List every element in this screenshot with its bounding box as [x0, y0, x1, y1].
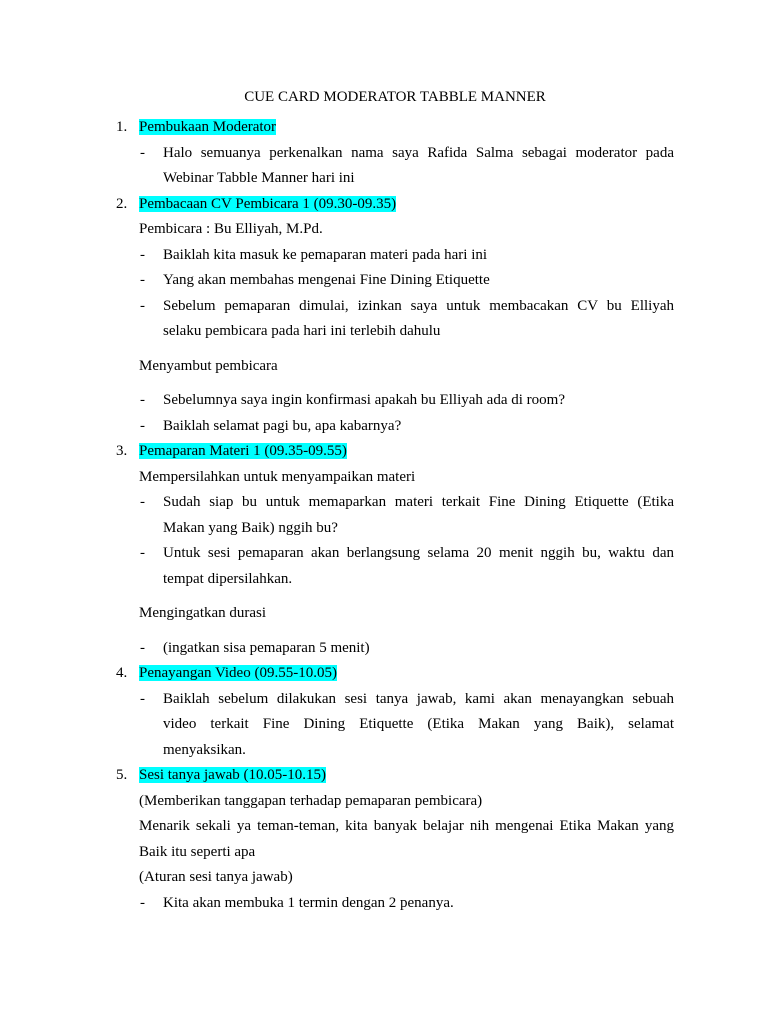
list-item [116, 891, 674, 917]
bullet-text: (ingatkan sisa pemaparan 5 menit) [163, 639, 370, 656]
note-line: (Aturan sesi tanya jawab) [139, 869, 293, 885]
list-item [116, 687, 674, 764]
list-item [116, 294, 674, 345]
bullet-dash: - [140, 144, 145, 161]
paragraph [116, 814, 674, 865]
section-number: 3. [116, 443, 128, 459]
section-number: 5. [116, 767, 128, 783]
document-title: CUE CARD MODERATOR TABBLE MANNER [244, 89, 546, 105]
bullet-text: Baiklah sebelum dilakukan sesi tanya jawab, kami akan menayangkan sebuah [163, 690, 674, 707]
section-5-heading [116, 763, 674, 789]
bullet-text: video terkait Fine Dining Etiquette (Etika Makan yang Baik), selamat [163, 716, 674, 732]
bullet-dash: - [140, 272, 145, 288]
section-3-heading [116, 439, 674, 465]
bullet-text: Baiklah selamat pagi bu, apa kabarnya? [163, 417, 402, 434]
bullet-dash: - [140, 392, 145, 408]
list-item [116, 243, 674, 269]
bullet-text: Yang akan membahas mengenai Fine Dining Etiquette [163, 272, 490, 288]
section-title: Pembukaan Moderator [139, 119, 277, 135]
list-item [116, 541, 674, 592]
bullet-dash: - [140, 417, 145, 434]
bullet-text: selaku pembicara pada hari ini terlebih dahulu [163, 323, 441, 339]
list-item [116, 414, 674, 440]
bullet-text: Makan yang Baik) nggih bu? [163, 519, 338, 536]
list-item [116, 141, 674, 192]
bullet-dash: - [140, 297, 145, 314]
bullet-text: Halo semuanya perkenalkan nama saya Rafida Salma sebagai moderator pada [163, 144, 674, 161]
section-number: 4. [116, 665, 128, 681]
bullet-text: Baiklah kita masuk ke pemaparan materi pada hari ini [163, 246, 488, 263]
bullet-dash: - [140, 494, 145, 510]
bullet-text: Sudah siap bu untuk memaparkan materi terkait Fine Dining Etiquette (Etika [163, 494, 674, 510]
section-4-heading [116, 661, 674, 687]
bullet-dash: - [140, 894, 145, 911]
section-1-heading [116, 115, 674, 141]
section-title: Pemaparan Materi 1 (09.35-09.55) [139, 443, 347, 459]
section-number: 1. [116, 119, 128, 135]
section-title: Pembacaan CV Pembicara 1 (09.30-09.35) [139, 195, 397, 212]
bullet-text: menyaksikan. [163, 741, 246, 758]
cue-card-page [116, 82, 674, 916]
bullet-text: Sebelumnya saya ingin konfirmasi apakah bu Elliyah ada di room? [163, 392, 565, 408]
bullet-text: Untuk sesi pemaparan akan berlangsung selama 20 menit nggih bu, waktu dan [163, 545, 674, 561]
section-title: Penayangan Video (09.55-10.05) [139, 665, 337, 681]
speaker-line: Pembicara : Bu Elliyah, M.Pd. [139, 221, 323, 237]
bullet-dash: - [140, 545, 145, 561]
note-line: (Memberikan tanggapan terhadap pemaparan pembicara) [139, 792, 483, 809]
bullet-dash: - [140, 246, 145, 263]
list-item [116, 388, 674, 414]
section-title: Sesi tanya jawab (10.05-10.15) [139, 767, 327, 783]
bullet-dash: - [140, 639, 145, 656]
list-item [116, 636, 674, 662]
paragraph-line: Baik itu seperti apa [139, 843, 256, 860]
sub-heading: Mengingatkan durasi [139, 605, 267, 621]
list-item [116, 490, 674, 541]
list-item [116, 268, 674, 294]
bullet-dash: - [140, 690, 145, 707]
section-2-heading [116, 192, 674, 218]
bullet-text: Webinar Tabble Manner hari ini [163, 170, 355, 186]
bullet-text: Sebelum pemaparan dimulai, izinkan saya untuk membacakan CV bu Elliyah [163, 297, 674, 314]
bullet-text: tempat dipersilahkan. [163, 570, 293, 587]
bullet-text: Kita akan membuka 1 termin dengan 2 penanya. [163, 894, 454, 911]
intro-line: Mempersilahkan untuk menyampaikan materi [139, 468, 416, 485]
sub-heading: Menyambut pembicara [139, 357, 278, 374]
section-number: 2. [116, 195, 128, 212]
paragraph-line: Menarik sekali ya teman-teman, kita banyak belajar nih mengenai Etika Makan yang [139, 818, 674, 834]
